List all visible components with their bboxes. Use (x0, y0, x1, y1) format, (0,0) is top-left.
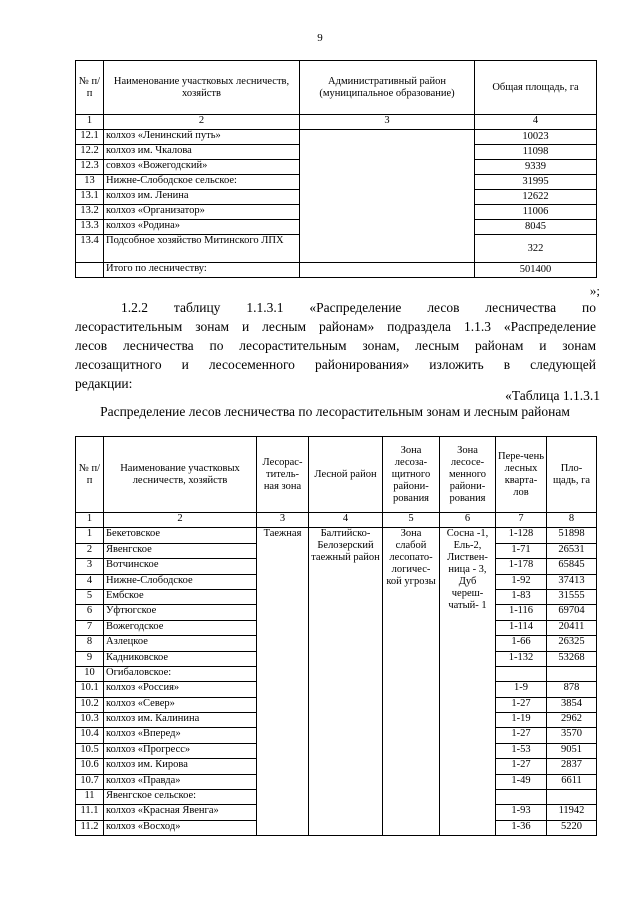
row-district (300, 263, 475, 278)
table-title: Распределение лесов лесничества по лесорастительным зонам и лесным районам (100, 404, 570, 419)
row-protection-zone: Зона слабой лесопато-логичес-кой угрозы (383, 528, 440, 836)
row-name: Кадниковское (104, 651, 257, 666)
col-number: 1 (76, 115, 104, 130)
row-name: Огибаловское: (104, 666, 257, 681)
row-number: 10.7 (76, 774, 104, 789)
row-quarters: 1-128 (496, 528, 547, 543)
row-name: Вожегодское (104, 620, 257, 635)
row-quarters (496, 790, 547, 805)
row-name: совхоз «Вожегодский» (104, 160, 300, 175)
row-name: колхоз «Прогресс» (104, 743, 257, 758)
row-quarters: 1-27 (496, 728, 547, 743)
col-number: 7 (496, 513, 547, 528)
row-area: 2962 (547, 713, 597, 728)
row-area: 3854 (547, 697, 597, 712)
row-number: 10.5 (76, 743, 104, 758)
row-area: 8045 (475, 220, 597, 235)
row-number: 8 (76, 636, 104, 651)
col-number: 2 (104, 115, 300, 130)
header-name: Наименование участковых лесничеств, хозяйств (104, 437, 257, 513)
row-number: 10.6 (76, 759, 104, 774)
header-protection-zone: Зона лесоза-щитного райони-рования (383, 437, 440, 513)
page-number: 9 (317, 32, 323, 44)
row-area (547, 790, 597, 805)
row-quarters: 1-92 (496, 574, 547, 589)
row-quarters: 1-49 (496, 774, 547, 789)
row-number: 13.4 (76, 235, 104, 263)
row-quarters: 1-178 (496, 559, 547, 574)
row-name: Нижне-Слободское сельское: (104, 175, 300, 190)
row-quarters: 1-66 (496, 636, 547, 651)
row-name: колхоз «Ленинский путь» (104, 130, 300, 145)
paragraph-line: лесорастительным зонам и лесным районам» подраздела 1.1.3 «Распределение (75, 319, 596, 334)
row-area: 12622 (475, 190, 597, 205)
paragraph-line: 1.2.2 таблицу 1.1.3.1 «Распределение лесов лесничества по (121, 300, 596, 315)
row-number: 1 (76, 528, 104, 543)
row-quarters: 1-116 (496, 605, 547, 620)
row-area: 2837 (547, 759, 597, 774)
row-number: 13.2 (76, 205, 104, 220)
row-area: 37413 (547, 574, 597, 589)
row-name: Азлецкое (104, 636, 257, 651)
row-quarters: 1-93 (496, 805, 547, 820)
row-number: 13.3 (76, 220, 104, 235)
col-number: 1 (76, 513, 104, 528)
row-area: 31995 (475, 175, 597, 190)
area-table-continued (75, 60, 597, 278)
row-number: 11 (76, 790, 104, 805)
table-reference: «Таблица 1.1.3.1 (505, 388, 600, 403)
header-area: Общая площадь, га (475, 61, 597, 115)
row-number: 11.2 (76, 820, 104, 835)
row-quarters: 1-27 (496, 759, 547, 774)
row-number: 12.3 (76, 160, 104, 175)
row-number: 10.1 (76, 682, 104, 697)
forest-zone-table (75, 436, 597, 836)
row-quarters: 1-9 (496, 682, 547, 697)
row-area: 65845 (547, 559, 597, 574)
row-name: колхоз им. Кирова (104, 759, 257, 774)
row-number: 10.4 (76, 728, 104, 743)
col-number: 4 (309, 513, 383, 528)
col-number: 2 (104, 513, 257, 528)
row-area (547, 666, 597, 681)
row-area: 26531 (547, 543, 597, 558)
row-quarters: 1-27 (496, 697, 547, 712)
row-area: 26325 (547, 636, 597, 651)
header-quarters: Пере-чень лесных кварта-лов (496, 437, 547, 513)
row-name: колхоз им. Ленина (104, 190, 300, 205)
row-name: Ембское (104, 589, 257, 604)
row-name: Подсобное хозяйство Митинского ЛПХ (104, 235, 300, 263)
row-area: 3570 (547, 728, 597, 743)
col-number: 3 (257, 513, 309, 528)
row-number: 5 (76, 589, 104, 604)
row-number: 13 (76, 175, 104, 190)
row-district (300, 130, 475, 263)
table-row (76, 263, 597, 278)
row-quarters: 1-83 (496, 589, 547, 604)
row-name: Явенгское сельское: (104, 790, 257, 805)
row-area: 69704 (547, 605, 597, 620)
row-quarters: 1-19 (496, 713, 547, 728)
row-area: 9339 (475, 160, 597, 175)
header-forest-region: Лесной район (309, 437, 383, 513)
col-number: 4 (475, 115, 597, 130)
row-number: 7 (76, 620, 104, 635)
col-number: 5 (383, 513, 440, 528)
row-name: Итого по лесничеству: (104, 263, 300, 278)
row-number: 12.2 (76, 145, 104, 160)
row-area: 11006 (475, 205, 597, 220)
row-number: 2 (76, 543, 104, 558)
row-name: Нижне-Слободское (104, 574, 257, 589)
row-name: колхоз «Север» (104, 697, 257, 712)
table-row (76, 528, 597, 543)
row-number: 10.2 (76, 697, 104, 712)
row-seed-zone: Сосна -1, Ель-2, Листвен-ница - 3, Дуб череш-чатый- 1 (440, 528, 496, 836)
paragraph-line: лесозащитного и лесосеменного районирования» изложить в следующей (75, 357, 596, 372)
row-name: колхоз «Вперед» (104, 728, 257, 743)
row-number: 4 (76, 574, 104, 589)
row-area: 501400 (475, 263, 597, 278)
row-name: колхоз «Правда» (104, 774, 257, 789)
header-zone: Лесорас-титель-ная зона (257, 437, 309, 513)
row-quarters: 1-71 (496, 543, 547, 558)
header-area: Пло-щадь, га (547, 437, 597, 513)
row-name: Уфтюгское (104, 605, 257, 620)
header-name: Наименование участковых лесничеств, хозяйств (104, 61, 300, 115)
row-number: 13.1 (76, 190, 104, 205)
row-number: 6 (76, 605, 104, 620)
row-name: колхоз «Восход» (104, 820, 257, 835)
row-area: 878 (547, 682, 597, 697)
row-name: колхоз «Организатор» (104, 205, 300, 220)
row-area: 11098 (475, 145, 597, 160)
row-area: 5220 (547, 820, 597, 835)
row-number: 10 (76, 666, 104, 681)
header-number: № п/п (76, 61, 104, 115)
row-quarters: 1-132 (496, 651, 547, 666)
row-name: колхоз им. Чкалова (104, 145, 300, 160)
row-area: 10023 (475, 130, 597, 145)
row-quarters: 1-36 (496, 820, 547, 835)
header-number: № п/п (76, 437, 104, 513)
row-number: 11.1 (76, 805, 104, 820)
row-number (76, 263, 104, 278)
table-row (76, 130, 597, 145)
row-area: 53268 (547, 651, 597, 666)
row-area: 6611 (547, 774, 597, 789)
paragraph-line: лесов лесничества по лесорастительным зонам, лесным районам и зонам (75, 338, 596, 353)
header-district: Административный район (муниципальное образование) (300, 61, 475, 115)
amendment-paragraph (75, 298, 596, 393)
row-name: колхоз «Родина» (104, 220, 300, 235)
row-forest-region: Балтийско-Белозерский таежный район (309, 528, 383, 836)
col-number: 8 (547, 513, 597, 528)
row-name: Бекетовское (104, 528, 257, 543)
row-quarters: 1-53 (496, 743, 547, 758)
row-area: 20411 (547, 620, 597, 635)
row-quarters (496, 666, 547, 681)
paragraph-line: редакции: (75, 376, 133, 391)
row-area: 322 (475, 235, 597, 263)
header-seed-zone: Зона лесосе-менного райони-рования (440, 437, 496, 513)
closing-quote: »; (589, 283, 600, 298)
row-area: 51898 (547, 528, 597, 543)
row-name: Вотчинское (104, 559, 257, 574)
row-name: Явенгское (104, 543, 257, 558)
col-number: 3 (300, 115, 475, 130)
row-number: 10.3 (76, 713, 104, 728)
row-area: 31555 (547, 589, 597, 604)
row-name: колхоз им. Калинина (104, 713, 257, 728)
row-area: 9051 (547, 743, 597, 758)
row-name: колхоз «Красная Явенга» (104, 805, 257, 820)
row-number: 9 (76, 651, 104, 666)
col-number: 6 (440, 513, 496, 528)
row-zone: Таежная (257, 528, 309, 836)
row-name: колхоз «Россия» (104, 682, 257, 697)
row-quarters: 1-114 (496, 620, 547, 635)
row-number: 12.1 (76, 130, 104, 145)
row-area: 11942 (547, 805, 597, 820)
row-number: 3 (76, 559, 104, 574)
